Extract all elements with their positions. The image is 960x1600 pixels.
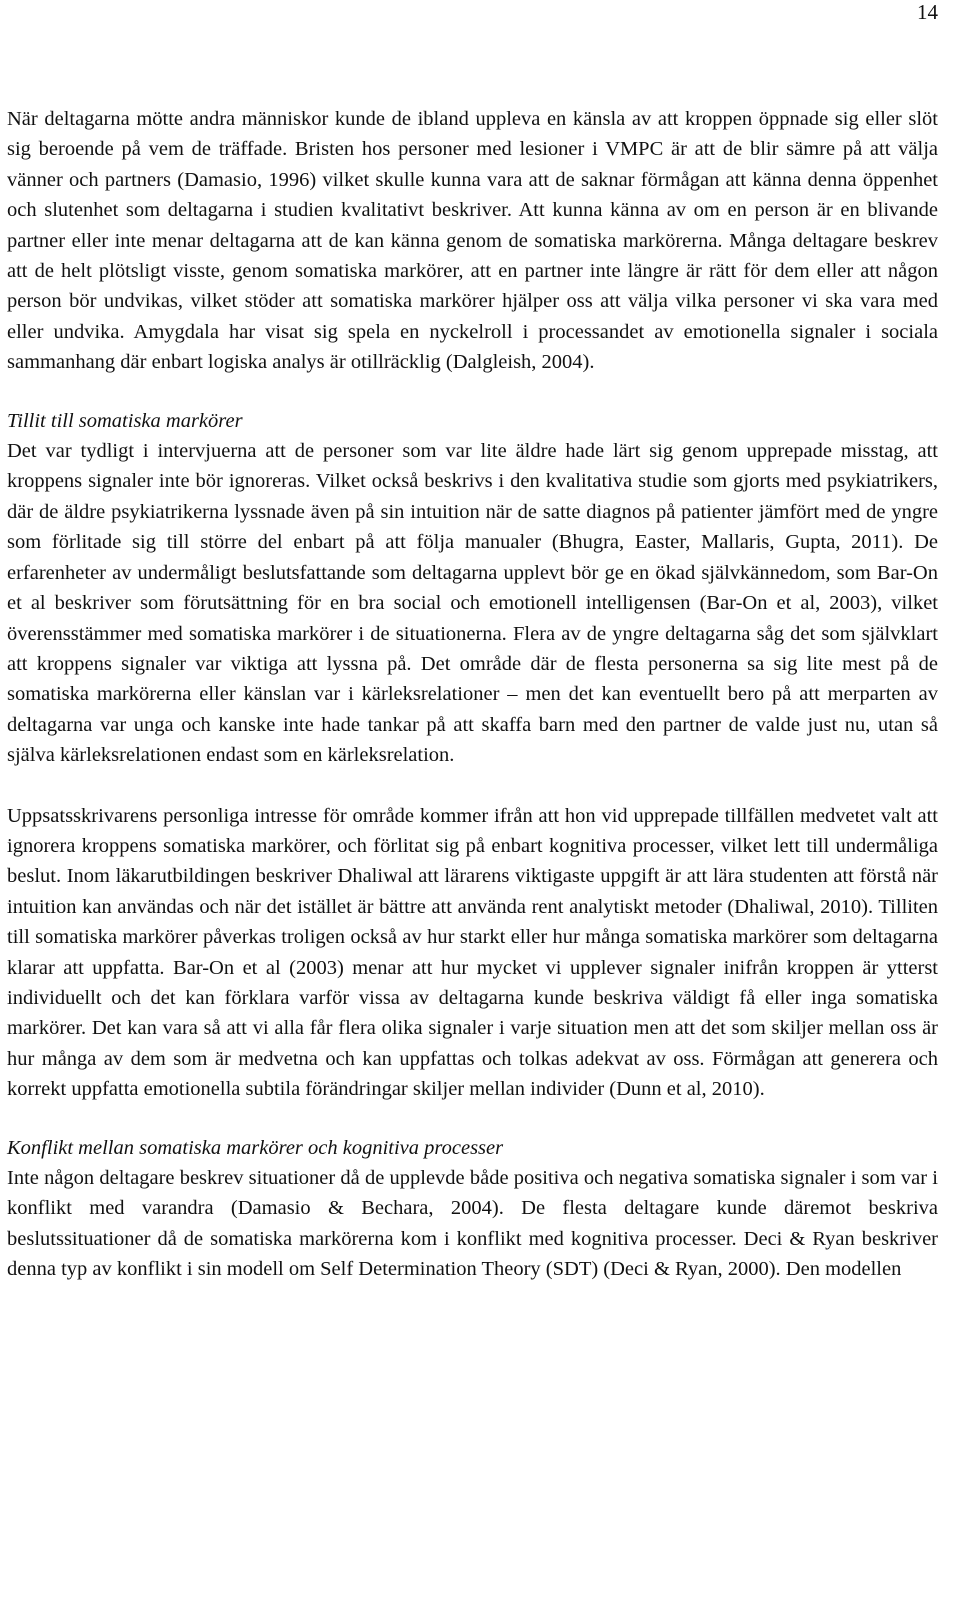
section-heading-conflict: Konflikt mellan somatiska markörer och kognitiva processer [7, 1136, 504, 1159]
page-number: 14 [917, 0, 938, 24]
paragraph-conflict-processes: Inte någon deltagare beskrev situationer då de upplevde både positiva och negativa somatiska signaler i som var i konflikt med varandra (Damasio & Bechara, 2004). De flesta deltagare kunde däremot beskriva beslutssituationer då de somatiska markörerna kom i konflikt med kognitiva processer. Deci & Ryan beskriver denna typ av konflikt i sin modell om Self Determination Theory (SDT) (Deci & Ryan, 2000). Den modellen [7, 1167, 938, 1281]
document-body [7, 104, 938, 1285]
paragraph-author-interest: Uppsatsskrivarens personliga intresse för område kommer ifrån att hon vid upprepade tillfällen medvetet valt att ignorera kroppens somatiska markörer, och förlitat sig på enbart kognitiva processer, vilket lett till undermåliga beslut. Inom läkarutbildingen beskriver Dhaliwal att lärarens viktigaste uppgift är att lära studenten att förstå när intuition kan användas och när det istället är bättre att använda rent analytiskt metoder (Dhaliwal, 2010). Tilliten till somatiska markörer påverkas troligen också av hur starkt eller hur många somatiska markörer som deltagarna klarar att uppfatta. Bar-On et al (2003) menar att hur mycket vi upplever signaler inifrån kroppen är ytterst individuellt och det kan förklara varför vissa av deltagarna kunde beskriva väldigt få eller inga somatiska markörer. Det kan vara så att vi alla får flera olika signaler i varje situation men att det som skiljer mellan oss är hur många av dem som är medvetna och kan uppfattas och tolkas adekvat av oss. Förmågan att generera och korrekt uppfatta emotionella subtila förändringar skiljer mellan individer (Dunn et al, 2010). [7, 804, 938, 1101]
paragraph-somatic-markers-partners: När deltagarna mötte andra människor kunde de ibland uppleva en känsla av att kroppen öppnade sig eller slöt sig beroende på vem de träffade. Bristen hos personer med lesioner i VMPC är att de blir sämre på att välja vänner och partners (Damasio, 1996) vilket skulle kunna vara att de saknar förmågan att känna denna öppenhet och slutenhet som deltagarna i studien kvalitativt beskriver. Att kunna känna av om en person är en blivande partner eller inte menar deltagarna att de kan känna genom de somatiska markörerna. Många deltagare beskrev att de helt plötsligt visste, genom somatiska markörer, att en partner inte längre är rätt för dem eller att någon person bör undvikas, vilket stöder att somatiska markörer hjälper oss att välja vilka personer vi ska vara med eller undvika. Amygdala har visat sig spela en nyckelroll i processandet av emotionella signaler i sociala sammanhang där enbart logiska analys är otillräcklig (Dalgleish, 2004). [7, 108, 938, 374]
paragraph-trust-somatic-markers: Det var tydligt i intervjuerna att de personer som var lite äldre hade lärt sig genom upprepade misstag, att kroppens signaler inte bör ignoreras. Vilket också beskrivs i den kvalitativa studie som gjorts med psykiatrikers, där de äldre psykiatrikerna lyssnade även på sin intuition när de satte diagnos på patienter jämfört med de yngre som förlitade sig till större del enbart på att följa manualer (Bhugra, Easter, Mallaris, Gupta, 2011). De erfarenheter av undermåligt beslutsfattande som deltagarna upplevt bör ge en ökad självkännedom, som Bar-On et al beskriver som förutsättning för en bra social och emotionell intelligensen (Bar-On et al, 2003), vilket överensstämmer med somatiska markörer i de situationerna. Flera av de yngre deltagarna såg det som självklart att kroppens signaler var viktiga att lyssna på. Det område där de flesta personerna sa sig lite mest på de somatiska markörerna eller känslan var i kärleksrelationer – men det kan eventuellt bero på att merparten av deltagarna var unga och kanske inte hade tankar på att skaffa barn med den partner de valde just nu, utan så själva kärleksrelationen endast som en kärleksrelation. [7, 440, 938, 767]
section-heading-trust: Tillit till somatiska markörer [7, 409, 243, 432]
